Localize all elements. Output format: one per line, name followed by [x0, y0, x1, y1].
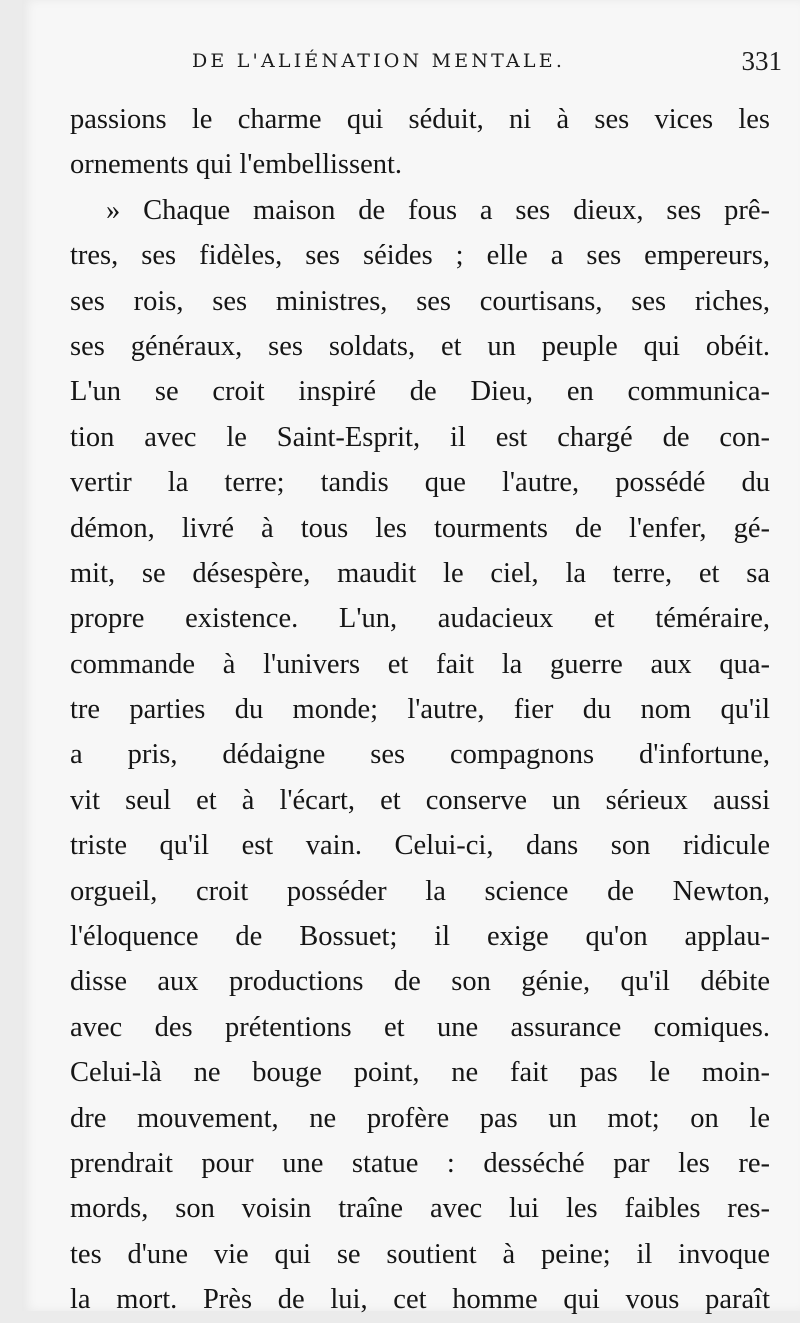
page-number: 331	[741, 46, 782, 76]
text-line: vit seul et à l'écart, et conserve un sérieux aussi	[70, 784, 770, 816]
text-line: orgueil, croit posséder la science de Newton,	[70, 875, 770, 907]
text-line: mords, son voisin traîne avec lui les faibles res-	[70, 1193, 770, 1225]
text-line: vertir la terre; tandis que l'autre, possédé du	[70, 467, 770, 499]
text-line: dre mouvement, ne profère pas un mot; on le	[70, 1102, 770, 1134]
running-title: DE L'ALIÉNATION MENTALE.	[192, 50, 566, 72]
text-line: ses rois, ses ministres, ses courtisans, ses riches,	[70, 285, 770, 317]
text-line: propre existence. L'un, audacieux et téméraire,	[70, 603, 770, 635]
text-line: disse aux productions de son génie, qu'il débite	[70, 966, 770, 998]
text-line: Celui-là ne bouge point, ne fait pas le moin-	[70, 1057, 770, 1089]
text-line: l'éloquence de Bossuet; il exige qu'on applau-	[70, 921, 770, 953]
text-line: commande à l'univers et fait la guerre aux qua-	[70, 648, 770, 680]
text-line: tes d'une vie qui se soutient à peine; il invoque	[70, 1238, 770, 1270]
text-line: ornements qui l'embellissent.	[70, 149, 403, 181]
text-line: tres, ses fidèles, ses séides ; elle a ses empereurs,	[70, 240, 770, 272]
text-line: » Chaque maison de fous a ses dieux, ses prê-	[106, 194, 770, 226]
text-line: passions le charme qui séduit, ni à ses vices les	[70, 104, 770, 135]
text-line: a pris, dédaigne ses compagnons d'infortune,	[70, 739, 770, 771]
body-text	[70, 97, 770, 1323]
text-line: avec des prétentions et une assurance comiques.	[70, 1011, 770, 1043]
text-line: tion avec le Saint-Esprit, il est chargé de con-	[70, 421, 770, 453]
text-line: la mort. Près de lui, cet homme qui vous paraît	[70, 1284, 770, 1316]
text-line: triste qu'il est vain. Celui-ci, dans son ridicule	[70, 830, 770, 862]
book-page	[22, 0, 800, 1316]
text-line: démon, livré à tous les tourments de l'enfer, gé-	[70, 512, 770, 544]
text-line: prendrait pour une statue : desséché par les re-	[70, 1147, 770, 1179]
text-line: mit, se désespère, maudit le ciel, la terre, et sa	[70, 557, 770, 589]
text-line: L'un se croit inspiré de Dieu, en communica-	[70, 376, 770, 408]
text-line: ses généraux, ses soldats, et un peuple qui obéit.	[70, 330, 770, 362]
text-line: tre parties du monde; l'autre, fier du nom qu'il	[70, 694, 770, 726]
running-head	[172, 46, 790, 86]
